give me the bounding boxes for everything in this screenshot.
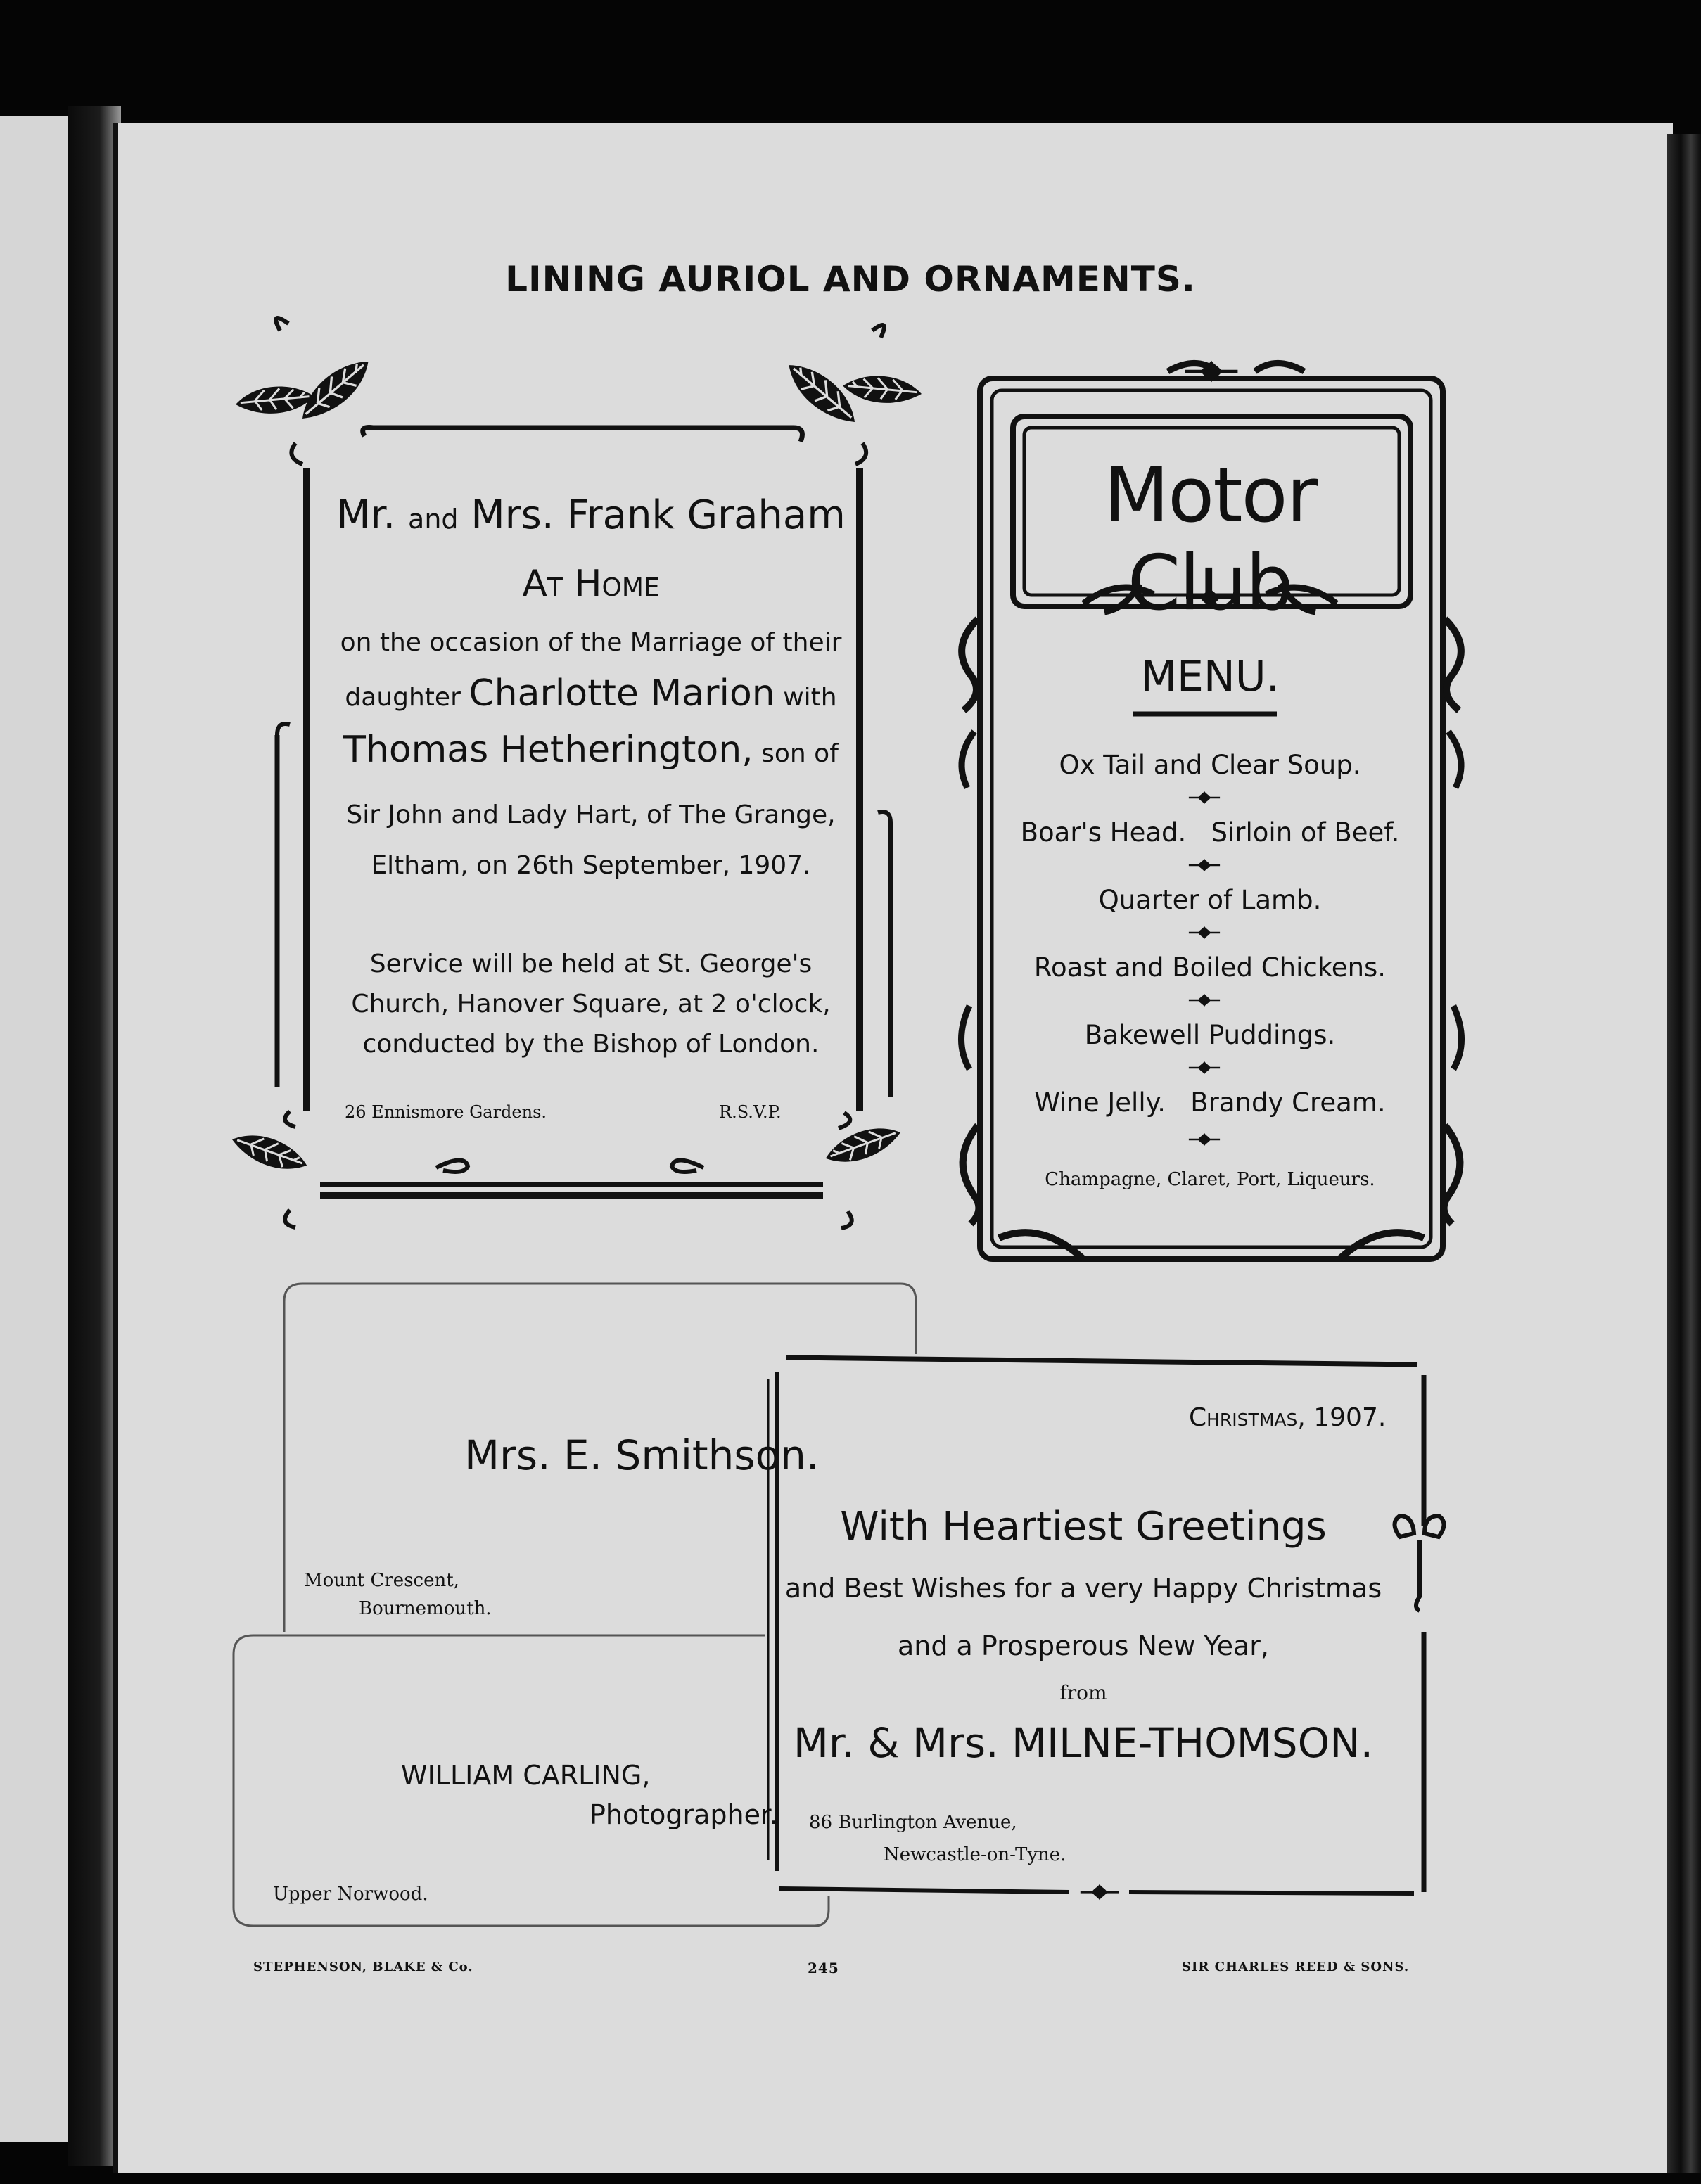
carling-trade: Photographer. (590, 1799, 778, 1830)
menu-item: Bakewell Puddings. (1084, 1020, 1336, 1050)
wedding-occasion: on the occasion of the Marriage of their (340, 628, 842, 657)
wedding-with: with (783, 683, 837, 712)
carling-address: Upper Norwood. (273, 1884, 428, 1905)
christmas-greeting: With Heartiest Greetings (840, 1504, 1327, 1550)
menu-item: Roast and Boiled Chickens. (1033, 952, 1387, 983)
menu-items (999, 744, 1421, 1149)
wedding-mr: Mr. (336, 492, 396, 538)
menu-item: Wine Jelly. Brandy Cream. (1034, 1087, 1386, 1118)
christmas-senders: Mr. & Mrs. MILNE-THOMSON. (793, 1719, 1374, 1767)
wedding-service (302, 944, 879, 1064)
page-title: LINING AURIOL AND ORNAMENTS. (505, 259, 1196, 300)
wedding-date: Eltham, on 26th September, 1907. (371, 851, 811, 880)
wedding-rsvp: R.S.V.P. (719, 1102, 782, 1122)
wedding-groom (302, 729, 879, 771)
menu-item: Boar's Head. Sirloin of Beef. (1020, 817, 1400, 848)
christmas-address-line1: 86 Burlington Avenue, (809, 1812, 1017, 1833)
page-number: 245 (808, 1960, 839, 1977)
christmas-from: from (1059, 1681, 1107, 1704)
menu-heading: MENU. (1140, 652, 1280, 701)
footer-publisher: STEPHENSON, BLAKE & Co. (253, 1960, 473, 1974)
smithson-address-line2: Bournemouth. (359, 1598, 492, 1619)
christmas-date: Christmas, 1907. (1189, 1403, 1387, 1432)
wedding-names: Mrs. Frank Graham (471, 492, 846, 538)
wedding-daughter: daughter (345, 683, 461, 712)
menu-item: Quarter of Lamb. (1098, 885, 1322, 915)
christmas-wishes: and Best Wishes for a very Happy Christmas (784, 1573, 1382, 1604)
wedding-parents: Sir John and Lady Hart, of The Grange, (346, 800, 836, 829)
wedding-service-line2: Church, Hanover Square, at 2 o'clock, (351, 990, 831, 1018)
wedding-service-line1: Service will be held at St. George's (369, 950, 813, 978)
wedding-bride-name: Charlotte Marion (469, 672, 775, 715)
wedding-son-of: son of (761, 739, 839, 768)
menu-item: Ox Tail and Clear Soup. (1059, 750, 1361, 780)
smithson-name: Mrs. E. Smithson. (464, 1431, 820, 1479)
wedding-and: and (408, 504, 459, 535)
carling-name: WILLIAM CARLING, (401, 1760, 651, 1791)
smithson-address-line1: Mount Crescent, (304, 1570, 459, 1591)
wedding-at-home: At Home (522, 563, 660, 605)
wedding-groom-name: Thomas Hetherington, (343, 729, 753, 771)
christmas-new-year: and a Prosperous New Year, (897, 1630, 1269, 1661)
wedding-bride (302, 672, 879, 715)
menu-drinks: Champagne, Claret, Port, Liqueurs. (1045, 1169, 1375, 1190)
menu-club-name: Motor Club (1103, 452, 1317, 627)
footer-printer: SIR CHARLES REED & SONS. (1182, 1960, 1410, 1974)
wedding-hosts (302, 492, 879, 538)
wedding-card-frame (276, 318, 891, 1228)
wedding-service-line3: conducted by the Bishop of London. (362, 1030, 820, 1059)
christmas-address-line2: Newcastle-on-Tyne. (884, 1844, 1066, 1865)
wedding-address: 26 Ennismore Gardens. (345, 1102, 547, 1122)
